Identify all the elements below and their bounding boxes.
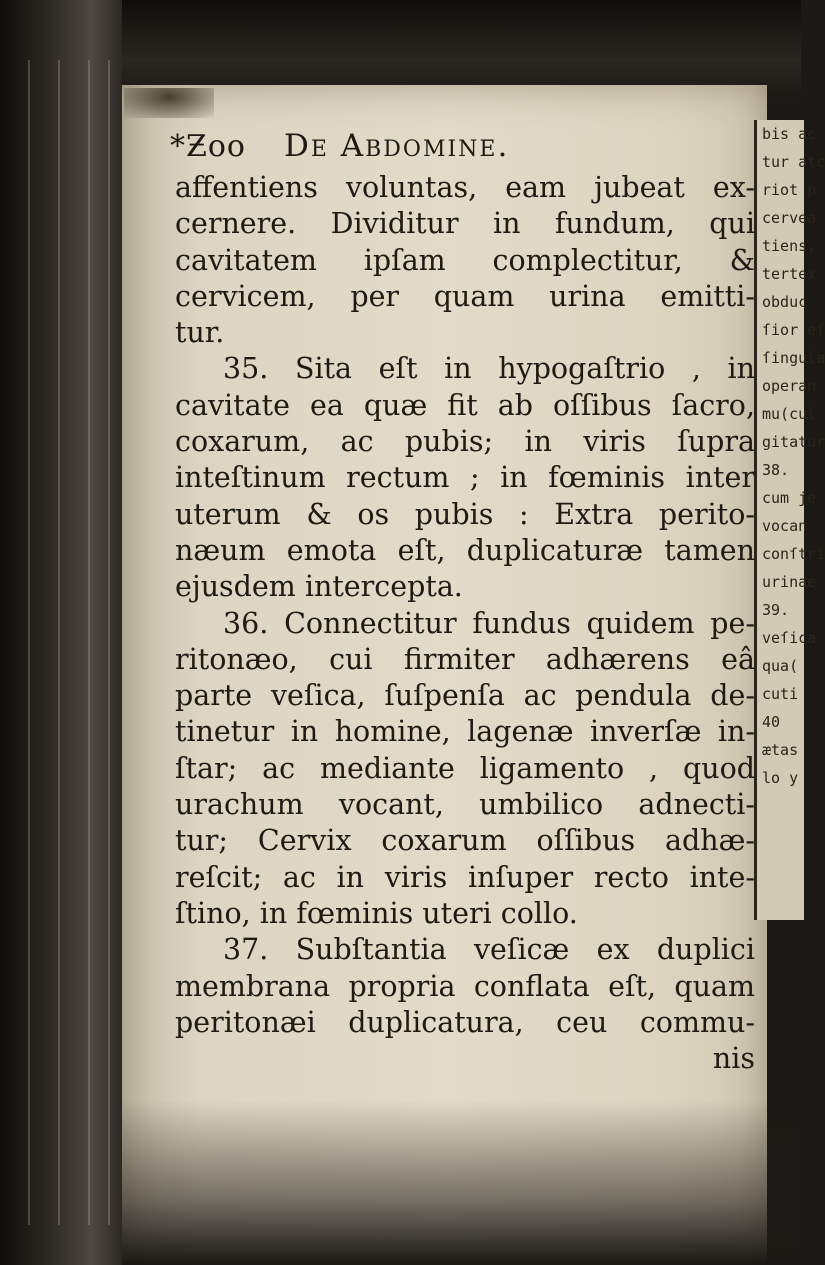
facing-page-fragment: gitatur: [762, 433, 825, 451]
text-line: ſtino, in fœminis uteri collo.: [175, 896, 578, 930]
text-line: parte veſica, ſuſpenſa ac pendula de-: [175, 679, 755, 713]
facing-page-fragment: 40: [762, 713, 781, 731]
facing-page-strip: [754, 120, 825, 920]
facing-page-fragment: bis ac: [762, 125, 817, 143]
facing-page-fragment: veſica: [762, 629, 817, 647]
bottom-shadow: [122, 1100, 801, 1265]
book-binding: [0, 0, 122, 1265]
text-line: membrana propria conflata eſt, quam: [175, 969, 755, 1003]
page-edge: [108, 60, 110, 1225]
text-line: ſtar; ac mediante ligamento , quod: [175, 751, 755, 785]
text-line: peritonæi duplicatura, ceu commu-: [175, 1005, 755, 1039]
running-title: De Abdomine.: [283, 128, 510, 164]
text-line: reſcit; ac in viris inſuper recto inte-: [175, 860, 755, 894]
facing-page-fragment: operan: [762, 377, 817, 395]
text-line: cavitatem ipſam complectitur, &: [175, 243, 755, 277]
text-line: tinetur in homine, lagenæ inverſæ in-: [175, 715, 755, 749]
text-line: uterum & os pubis : Extra perito-: [175, 497, 755, 531]
text-line: urachum vocant, umbilico adnecti-: [175, 788, 755, 822]
facing-page-fragment: 39.: [762, 601, 790, 619]
text-line: ejusdem intercepta.: [175, 570, 463, 604]
facing-page-fragment: conſtri: [762, 545, 825, 563]
text-line: coxarum, ac pubis; in viris ſupra: [175, 425, 755, 459]
text-line: cernere. Dividitur in fundum, qui: [175, 207, 755, 241]
page-text: [170, 128, 755, 1077]
facing-page-fragment: lo y: [762, 769, 799, 787]
facing-page-fragment: ætas: [762, 741, 799, 759]
text-line: cervicem, per quam urina emitti-: [175, 279, 755, 313]
text-line: ritonæo, cui firmiter adhærens eâ: [175, 642, 755, 676]
running-header: [170, 128, 755, 170]
text-line: 37. Subſtantia veſicæ ex duplici: [223, 933, 755, 967]
facing-page-fragment: ſior eſ: [762, 321, 825, 339]
facing-page-fragment: obduc: [762, 293, 808, 311]
text-line: inteſtinum rectum ; in fœminis inter: [175, 461, 755, 495]
body-text: [175, 170, 755, 1077]
facing-page-fragment: mu(cul: [762, 405, 817, 423]
facing-page-fragment: riot p: [762, 181, 817, 199]
text-line: cavitate ea quæ fit ab oſſibus ſacro,: [175, 388, 755, 422]
text-line: tur; Cervix coxarum oſſibus adhæ-: [175, 824, 755, 858]
text-line: tur.: [175, 316, 225, 350]
facing-page-fragment: tertex: [762, 265, 817, 283]
facing-page-fragment: cuti: [762, 685, 799, 703]
page-edge: [28, 60, 30, 1225]
facing-page-fragment: vocan: [762, 517, 808, 535]
page-edge: [88, 60, 90, 1225]
page-stain: [124, 88, 214, 118]
text-line: affentiens voluntas, eam jubeat ex-: [175, 171, 755, 204]
facing-page-fragment: tiens,: [762, 237, 817, 255]
facing-page-fragment: qua(: [762, 657, 799, 675]
facing-page-fragment: cum je: [762, 489, 817, 507]
text-line: 35. Sita eſt in hypogaſtrio , in: [223, 352, 755, 386]
text-line: næum emota eſt, duplicaturæ tamen: [175, 533, 755, 567]
facing-page-fragment: cervea: [762, 209, 817, 227]
page-number: *Ƶoo: [170, 129, 246, 164]
facing-page-fragment: 38.: [762, 461, 790, 479]
text-line: nis: [712, 1042, 755, 1076]
facing-page-fragment: ſingula: [762, 349, 825, 367]
facing-page-fragment: urinae: [762, 573, 817, 591]
text-line: 36. Connectitur fundus quidem pe-: [223, 606, 755, 640]
page-edge: [58, 60, 60, 1225]
facing-page-fragment: tur atc: [762, 153, 825, 171]
